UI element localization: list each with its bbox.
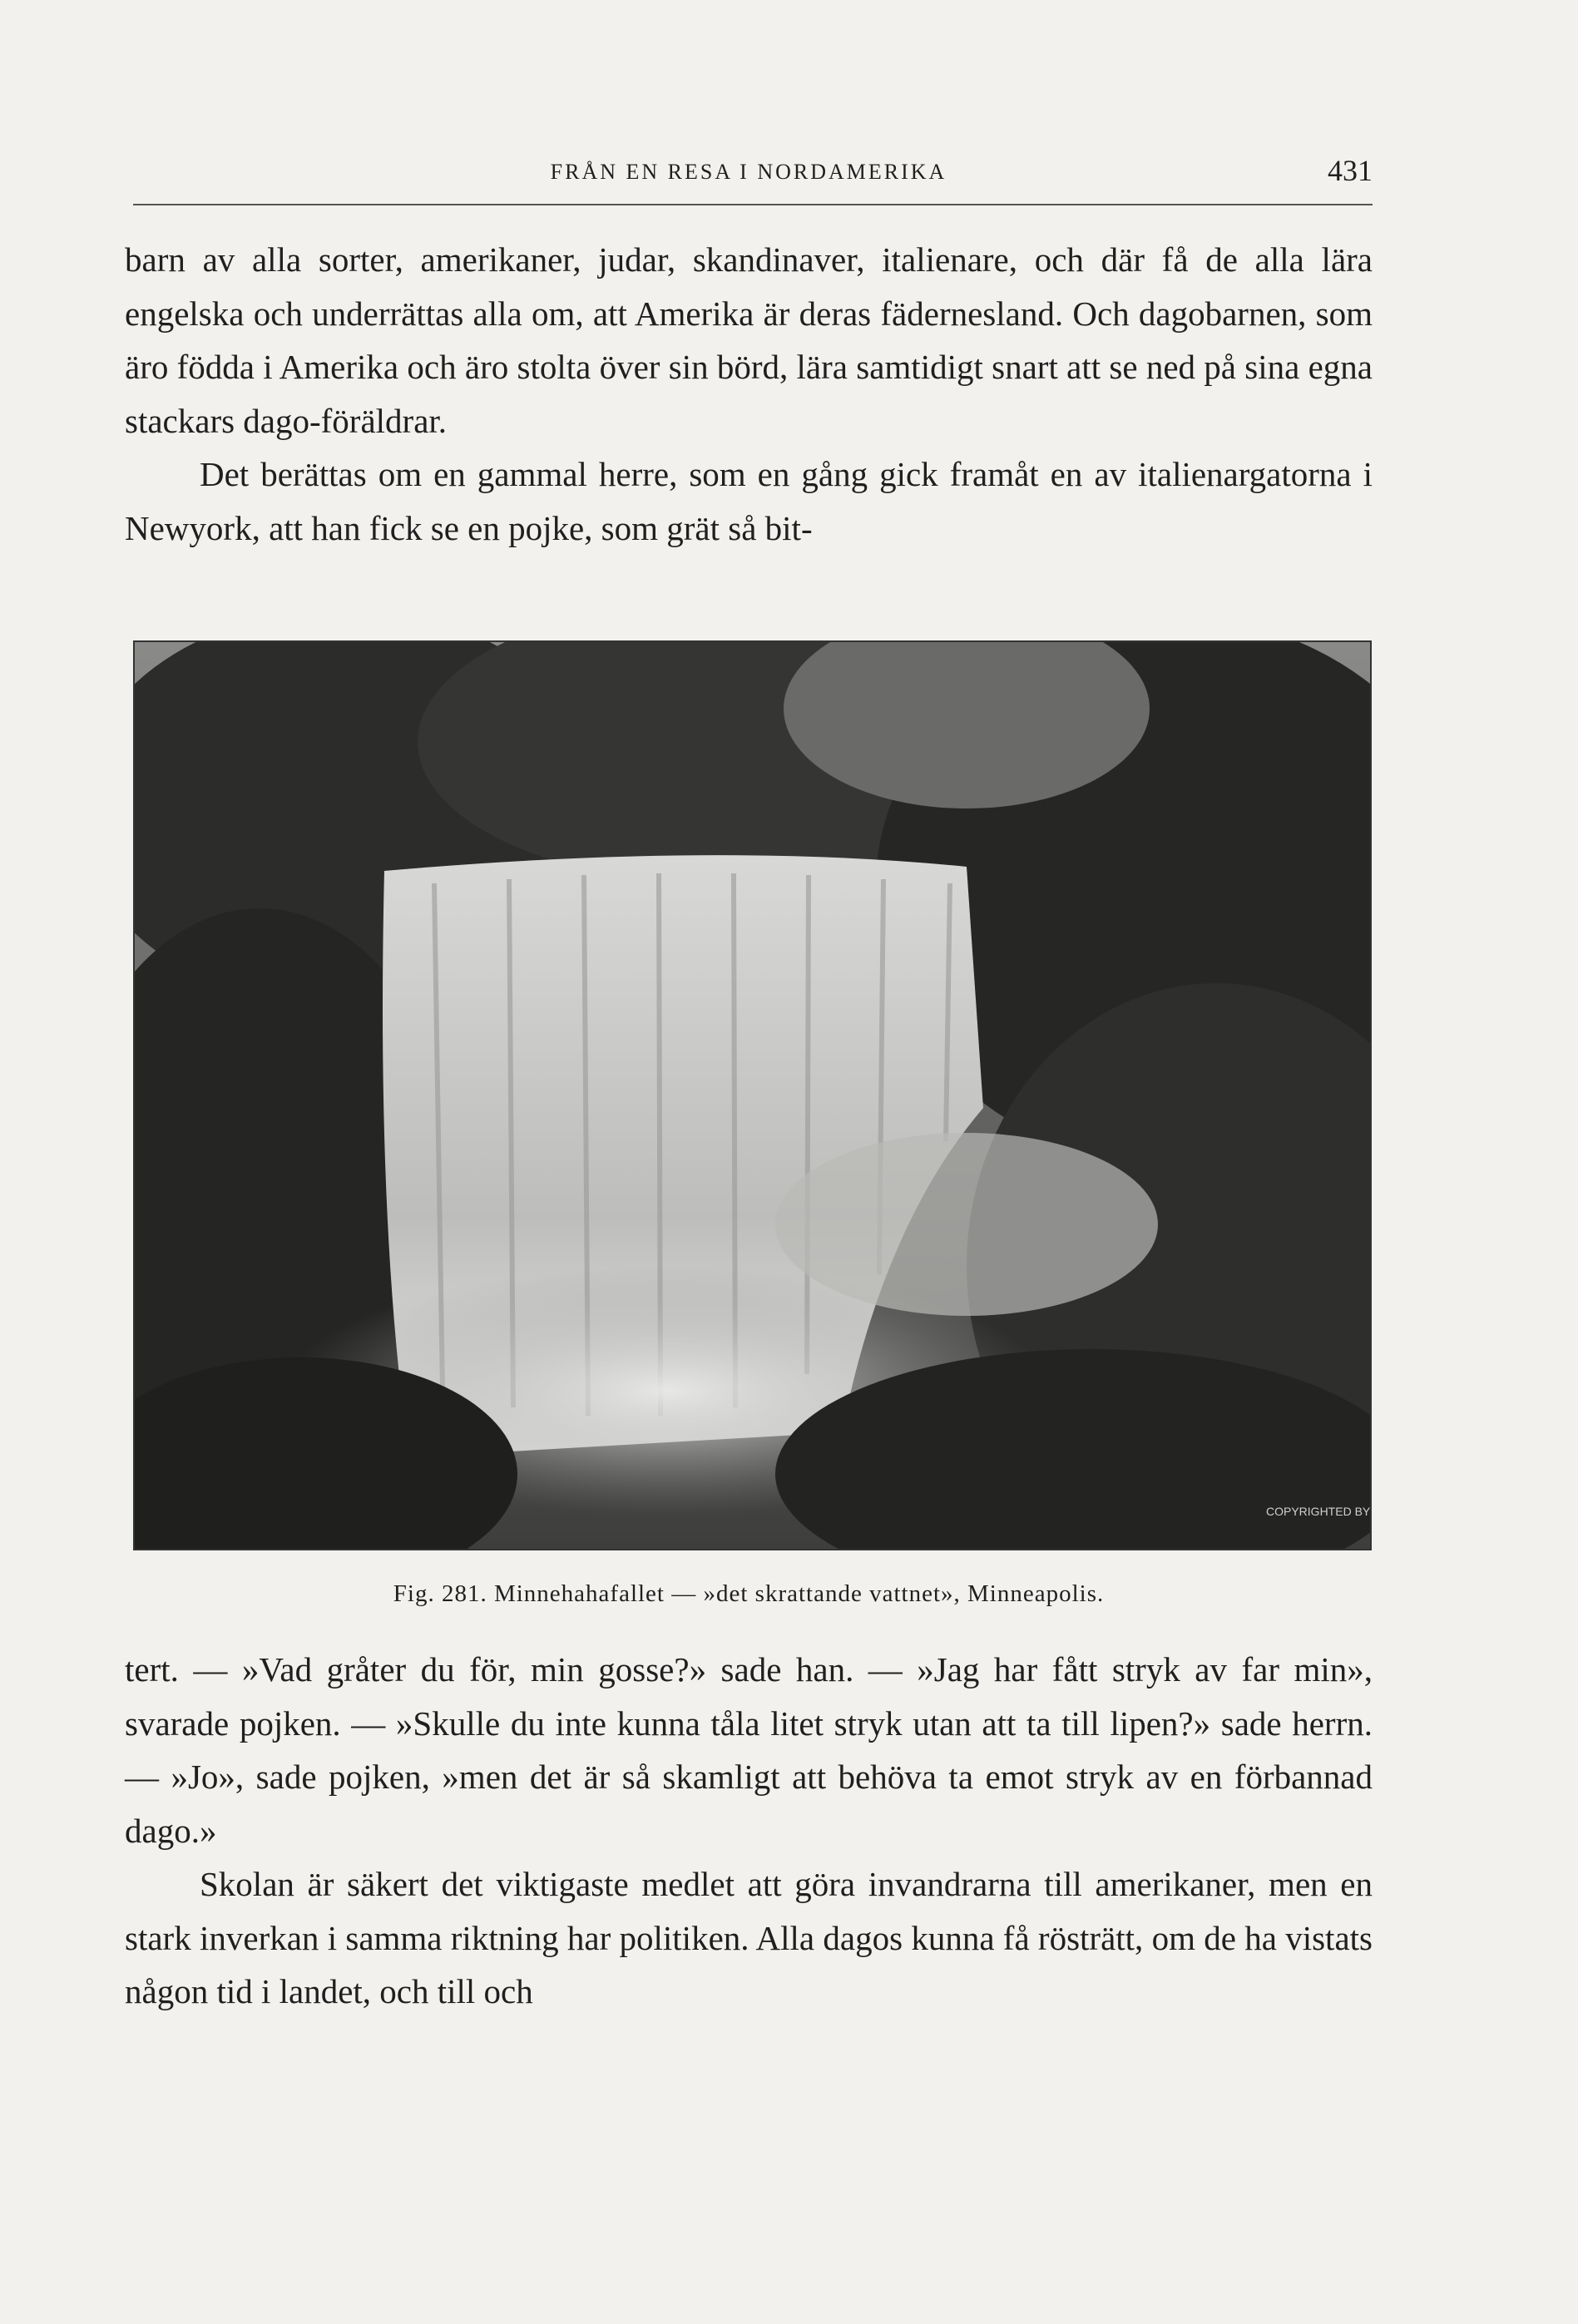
header-rule [133,204,1373,205]
photo-copyright-mark: COPYRIGHTED BY [1266,1505,1370,1518]
waterfall-photograph [133,640,1372,1550]
figure-caption: Fig. 281. Minnehahafallet — »det skrattande vattnet», Minneapolis. [393,1580,1105,1607]
page-number: 431 [1328,154,1373,187]
paragraph: barn av alla sorter, amerikaner, judar, skandinaver, italienare, och där få de alla lära engelska och underrättas alla om, att Amerika är deras fädernesland. Och dagobarnen, som äro födda i Amerika och äro stolta över sin börd, lära samtidigt snart att se ned på sina egna stackars dago-föräldrar. [125,240,1373,440]
body-text-bottom [125,1643,1373,2019]
body-text-top [125,233,1373,555]
waterfall-photo-image [135,642,1370,1549]
paragraph: Skolan är säkert det viktigaste medlet att göra invandrarna till amerikaner, men en stark inverkan i samma riktning har politiken. Alla dagos kunna få rösträtt, om de ha vistats någon tid i landet, och till och [125,1865,1373,2010]
page-header [125,150,1373,200]
paragraph: Det berättas om en gammal herre, som en gång gick framåt en av italienargatorna i Newyork, att han fick se en pojke, som grät så bit- [125,455,1373,547]
running-title: FRÅN EN RESA I NORDAMERIKA [550,160,947,184]
paragraph: tert. — »Vad gråter du för, min gosse?» sade han. — »Jag har fått stryk av far min», svarade pojken. — »Skulle du inte kunna tåla litet stryk utan att ta till lipen?» sade herrn. — »Jo», sade pojken, »men det är så skamligt att behöva ta emot stryk av en förbannad dago.» [125,1650,1373,1850]
